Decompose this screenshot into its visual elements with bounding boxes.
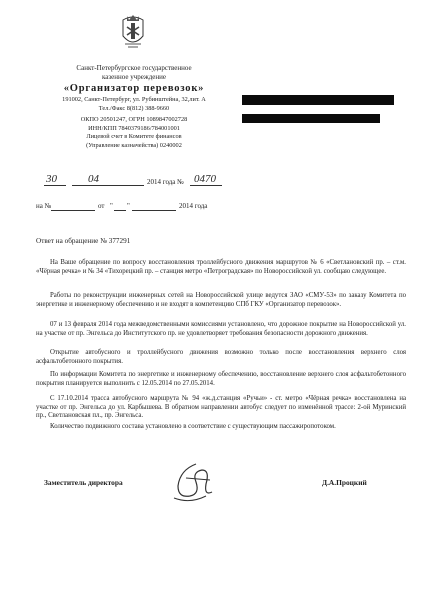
org-inn: ИНН/КПП 7840379186/784001001 xyxy=(88,124,180,132)
quote-open: " xyxy=(110,202,113,210)
redacted-recipient-line1 xyxy=(242,95,394,105)
na-year-label: 2014 года xyxy=(179,202,208,210)
org-type-line1: Санкт-Петербургское государственное xyxy=(76,64,192,72)
reference-line xyxy=(36,202,236,214)
quote-close: " xyxy=(127,202,130,210)
org-phone: Тел./Факс 8(812) 388-9660 xyxy=(98,104,170,112)
org-type-line2: казенное учреждение xyxy=(102,73,166,81)
paragraph-3: 07 и 13 февраля 2014 года межведомственными комиссиями установлено, что дорожное покрытие на Новороссийской ул. на участке от пр. Энгельса до Институтского пр. не удовлетворяет требования безопасности дорожного движения. xyxy=(36,321,406,337)
paragraph-6: С 17.10.2014 трасса автобусного маршрута № 94 «ж.д.станция «Ручьи» - ст. метро «Чёрная речка» восстановлена на участке от пр. Энгельса до ул. Карбышева. В обратном направлении автобус следует по изменённой трассе: 2-ой Муринский пр., Светлановская пл., пр. Энгельса. xyxy=(36,395,406,420)
redacted-recipient-line2 xyxy=(242,114,380,123)
ot-label: от xyxy=(98,202,105,210)
org-address: 191002, Санкт-Петербург, ул. Рубинштейна, 32,лит. А xyxy=(62,96,206,103)
outgoing-number-handwritten: 0470 xyxy=(194,173,216,185)
date-day-handwritten: 30 xyxy=(46,173,57,185)
paragraph-2: Работы по реконструкции инженерных сетей на Новороссийской улице ведутся ЗАО «СМУ-53» по заказу Комитета по энергетике и инженерному обеспечению и не входят в компетенцию СПб ГКУ «Организатор перевозок». xyxy=(36,292,406,308)
org-name: «Организатор перевозок» xyxy=(63,83,205,94)
date-month-handwritten: 04 xyxy=(88,173,99,185)
org-account: Лицевой счет в Комитете финансов xyxy=(86,133,182,141)
handwritten-signature xyxy=(166,458,226,506)
registration-line xyxy=(44,173,224,191)
org-okpo: ОКПО 20501247, ОГРН 1089847002728 xyxy=(80,116,188,124)
subject-line: Ответ на обращение № 377291 xyxy=(36,237,131,245)
paragraph-7: Количество подвижного состава установлено в соответствие с существующим пассажиропотоком. xyxy=(50,423,336,430)
na-label: на № xyxy=(36,202,52,210)
paragraph-1: На Ваше обращение по вопросу восстановления троллейбусного движения маршрутов № 6 «Светлановский пр. – ст.м. «Чёрная речка» и № 34 «Тихорецкий пр. – станция метро «Петроградская» по Новороссийской ул. сообщаю следующее. xyxy=(36,259,406,275)
coat-of-arms-emblem xyxy=(119,14,147,52)
paragraph-4: Открытие автобусного и троллейбусного движения возможно только после восстановления верхнего слоя асфальтобетонного покрытия. xyxy=(36,349,406,365)
org-account-treasury: (Управление казначейства) 0240002 xyxy=(86,141,182,149)
signatory-title: Заместитель директора xyxy=(44,478,123,487)
signatory-name: Д.А.Процкий xyxy=(322,478,367,487)
paragraph-5: По информации Комитета по энергетике и инженерному обеспечению, восстановление верхнего слоя асфальтобетонного покрытия планируется выполнить с 12.05.2014 по 27.05.2014. xyxy=(36,371,406,387)
year-number-label: 2014 года № xyxy=(147,178,184,186)
